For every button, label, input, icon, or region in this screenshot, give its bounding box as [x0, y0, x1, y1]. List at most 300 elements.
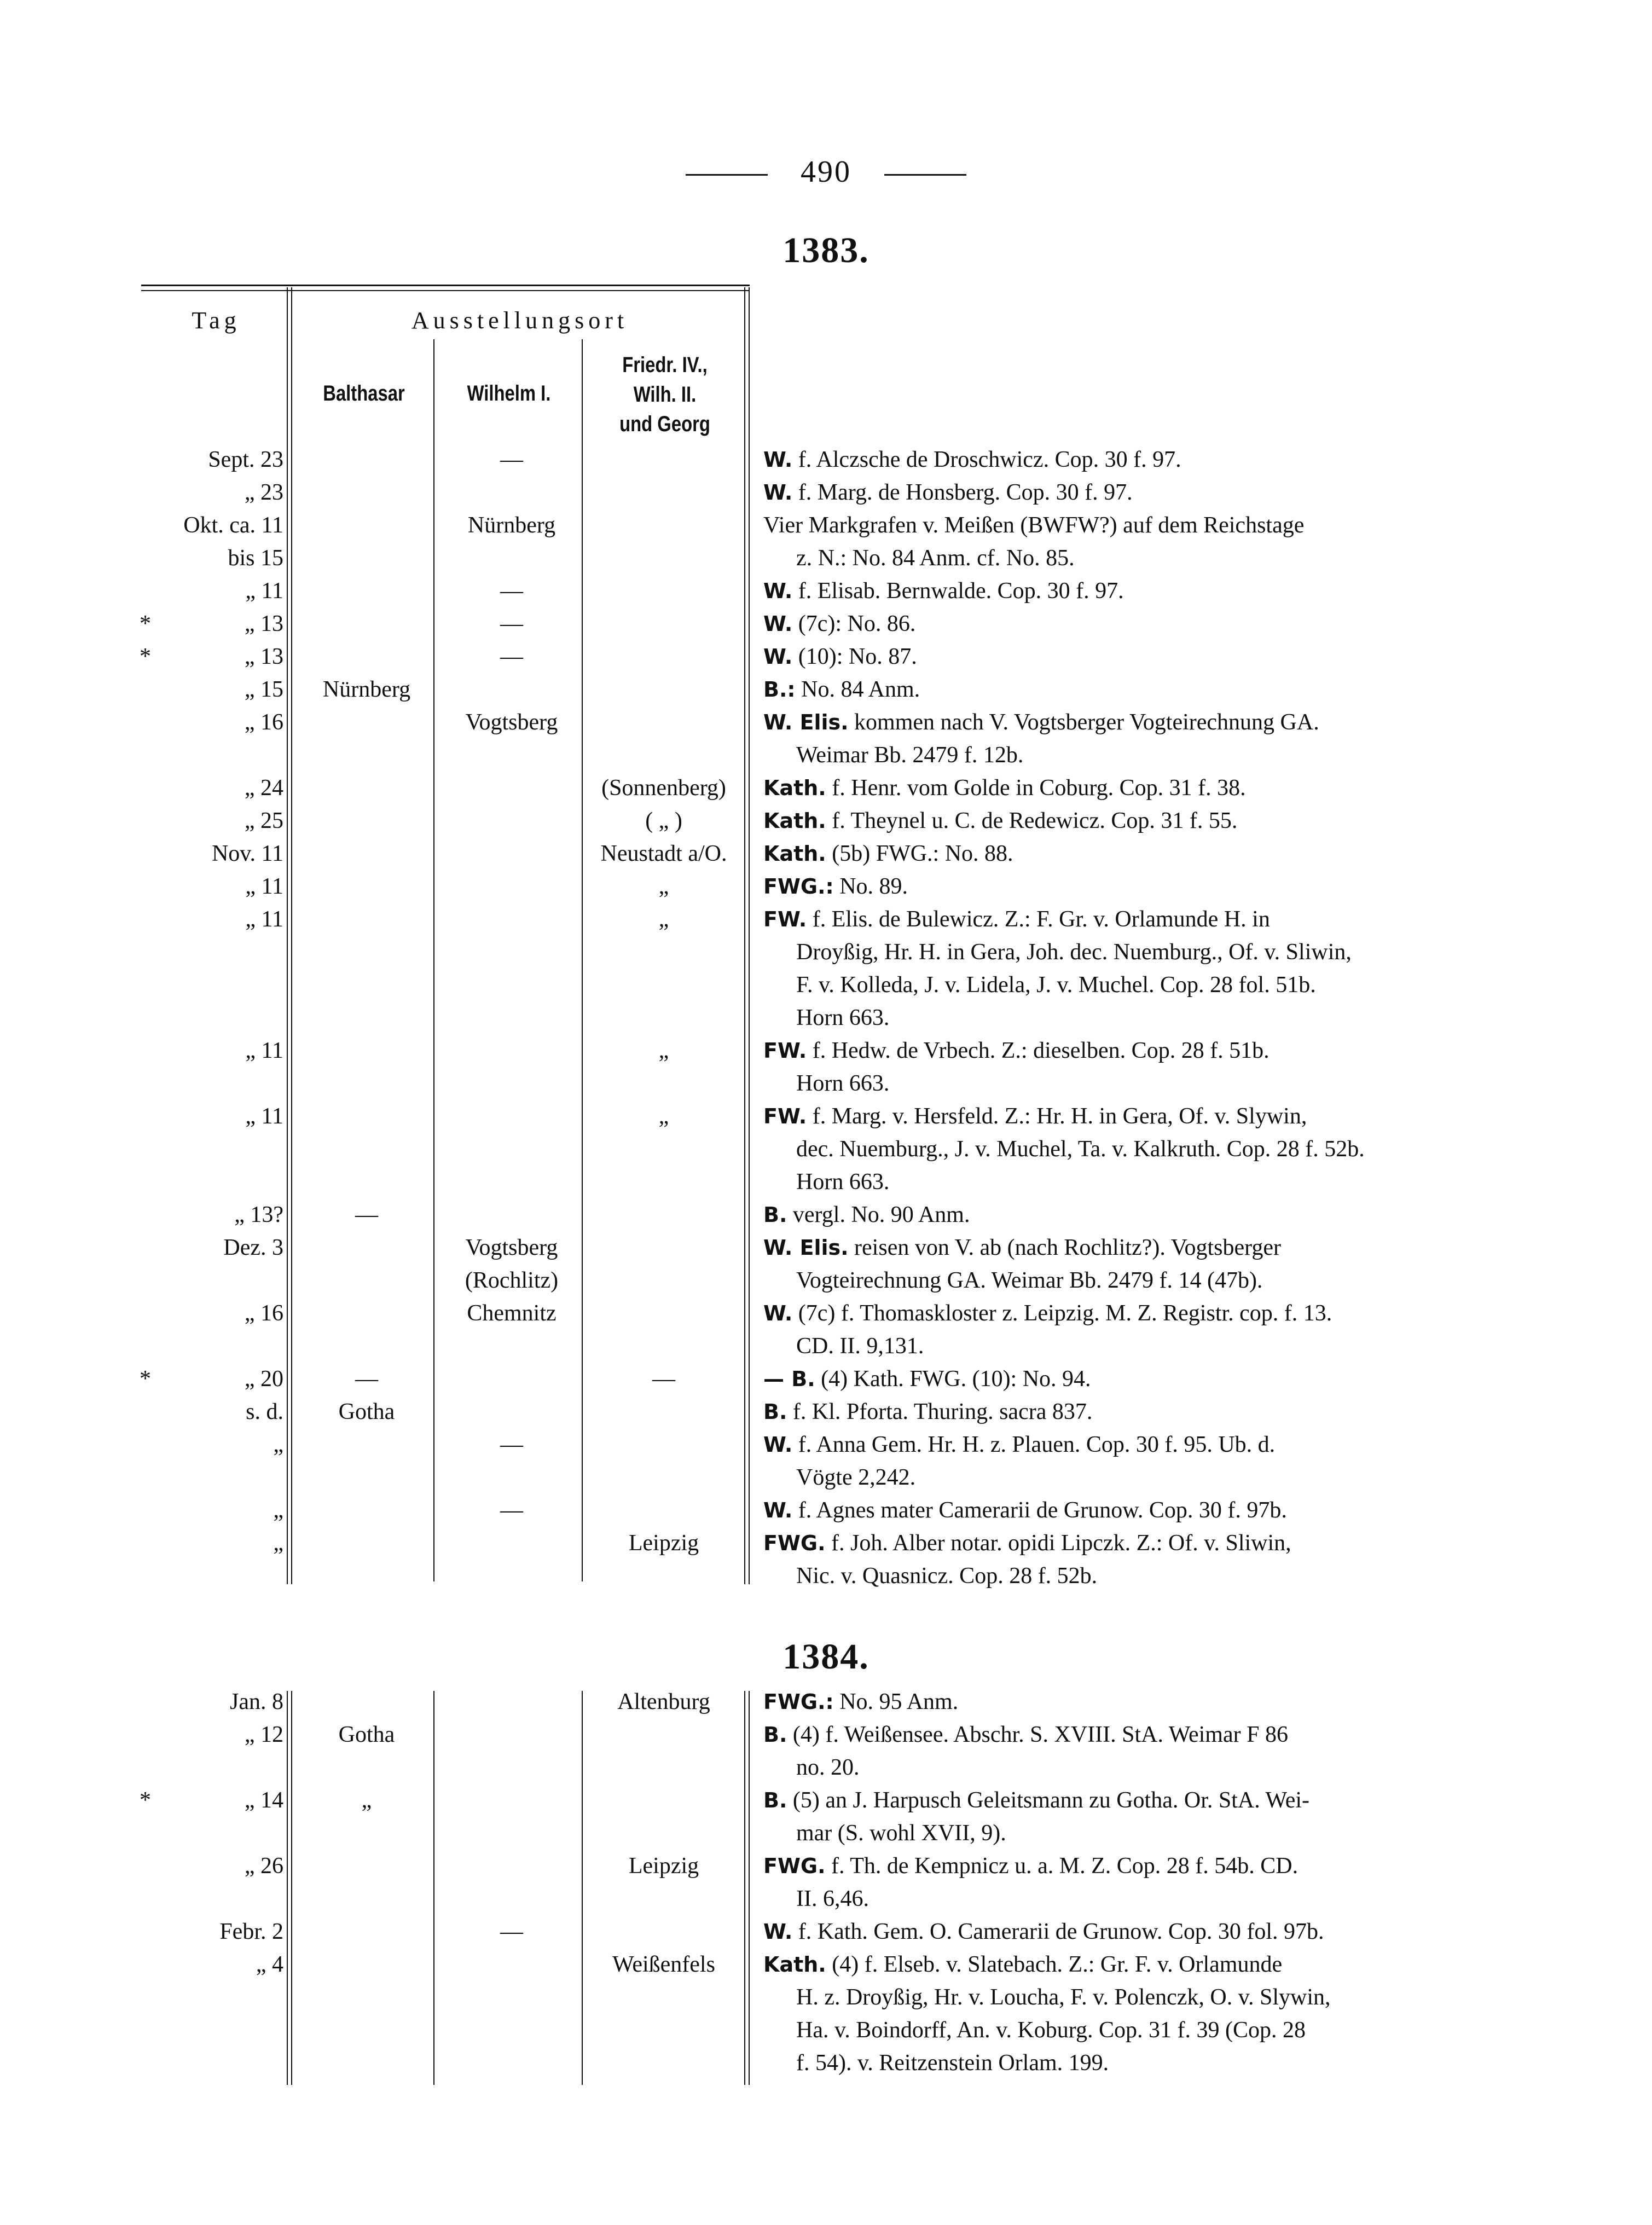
wilhelm-place	[438, 607, 586, 640]
note-text: f. Joh. Alber notar. opidi Lipczk. Z.: Of. v. Sliwin,	[831, 1531, 1291, 1556]
note-line	[763, 1461, 1436, 1494]
date-cell	[119, 1198, 283, 1231]
wilhelm-place	[438, 1494, 586, 1527]
date-cell	[119, 1034, 283, 1067]
table-row	[0, 1948, 1652, 2079]
date-cell	[119, 1100, 283, 1133]
friedrich-place: „	[658, 1104, 669, 1129]
wilhelm-place-line: Chemnitz	[467, 1301, 557, 1326]
date-line: „ 23	[244, 480, 283, 505]
note-line	[763, 1067, 1436, 1100]
note-line	[763, 1198, 1436, 1231]
note-text: (5b) FWG.: No. 88.	[832, 841, 1013, 866]
note-line	[763, 1001, 1436, 1034]
note-text: f. Th. de Kempnicz u. a. M. Z. Cop. 28 f. 54b. CD.	[831, 1853, 1299, 1879]
date-line: s. d.	[246, 1399, 283, 1424]
issuer-abbrev: W.	[763, 480, 793, 505]
date-cell	[119, 575, 283, 607]
issuer-abbrev: W. Elis.	[763, 1236, 849, 1260]
wilhelm-place	[438, 509, 586, 542]
date-cell	[119, 1527, 283, 1560]
date-line: „ 11	[245, 1038, 283, 1063]
note-text: Horn 663.	[796, 1005, 890, 1030]
friedrich-place: ( „ )	[645, 808, 682, 833]
issuer-abbrev: W.	[763, 1301, 793, 1325]
table-row	[0, 607, 1652, 640]
wilhelm-place-line: (Rochlitz)	[465, 1268, 559, 1293]
note-line	[763, 1685, 1436, 1718]
date-line: bis 15	[228, 546, 283, 571]
note-text: (7c) f. Thomaskloster z. Leipzig. M. Z. Registr. cop. f. 13.	[798, 1301, 1332, 1326]
date-cell	[119, 1363, 283, 1395]
note-line	[763, 443, 1436, 476]
issuer-abbrev: B.	[763, 1788, 787, 1812]
note-line	[763, 772, 1436, 804]
note-text: f. Hedw. de Vrbech. Z.: dieselben. Cop. 28 f. 51b.	[812, 1038, 1270, 1063]
note-line	[763, 1560, 1436, 1592]
note-cell	[763, 443, 1436, 476]
header-friedrich	[600, 350, 730, 439]
date-line: „ 25	[244, 808, 283, 833]
date-cell	[119, 1915, 283, 1948]
wilhelm-place-line: Vogtsberg	[465, 1235, 558, 1260]
note-cell	[763, 772, 1436, 804]
table-row	[0, 575, 1652, 607]
table-row	[0, 673, 1652, 706]
table-row	[0, 1428, 1652, 1494]
issuer-abbrev: W. Elis.	[763, 710, 849, 734]
note-cell	[763, 1231, 1436, 1297]
asterisk-marker: *	[140, 1366, 151, 1392]
friedrich-place: Neustadt a/O.	[600, 841, 727, 866]
issuer-abbrev: W.	[763, 1498, 793, 1522]
friedrich-place: (Sonnenberg)	[601, 775, 726, 801]
issuer-abbrev: W.	[763, 645, 793, 669]
date-line: „ 26	[244, 1853, 283, 1879]
note-line	[763, 1297, 1436, 1330]
date-cell	[119, 1428, 283, 1461]
note-line	[763, 2014, 1436, 2047]
table-row	[0, 1363, 1652, 1395]
table-rule-top-inner	[141, 290, 750, 291]
note-line	[763, 509, 1436, 542]
date-cell	[119, 772, 283, 804]
note-text: Droyßig, Hr. H. in Gera, Joh. dec. Nuemburg., Of. v. Sliwin,	[796, 940, 1352, 965]
note-text: f. Theynel u. C. de Redewicz. Cop. 31 f. 55.	[832, 808, 1238, 833]
date-line: „ 11	[245, 874, 283, 899]
note-text: f. Henr. vom Golde in Coburg. Cop. 31 f. 38.	[832, 775, 1246, 801]
date-cell	[119, 476, 283, 509]
balthasar-place: —	[355, 1202, 378, 1227]
note-text: (4) f. Weißensee. Abschr. S. XVIII. StA. Weimar F 86	[792, 1722, 1288, 1747]
date-line: „ 16	[244, 1301, 283, 1326]
note-cell	[763, 476, 1436, 509]
note-line	[763, 1494, 1436, 1527]
wilhelm-place-line: —	[500, 578, 523, 604]
date-line: „ 13?	[234, 1202, 283, 1227]
note-line	[763, 1100, 1436, 1133]
note-text: f. Marg. v. Hersfeld. Z.: Hr. H. in Gera, Of. v. Slywin,	[812, 1104, 1307, 1129]
issuer-abbrev: Kath.	[763, 809, 826, 833]
wilhelm-place	[438, 1915, 586, 1948]
date-line: „ 13	[244, 644, 283, 669]
note-line	[763, 575, 1436, 607]
wilhelm-place-line: —	[500, 611, 523, 636]
issuer-abbrev: W.	[763, 1433, 793, 1457]
note-line	[763, 1166, 1436, 1198]
date-cell	[119, 1718, 283, 1751]
date-cell	[119, 1850, 283, 1882]
note-line	[763, 1363, 1436, 1395]
note-text: f. Marg. de Honsberg. Cop. 30 f. 97.	[798, 480, 1133, 505]
date-line: Jan. 8	[230, 1689, 283, 1714]
note-cell	[763, 1395, 1436, 1428]
issuer-abbrev: W.	[763, 579, 793, 603]
issuer-abbrev: FWG.:	[763, 874, 834, 899]
friedrich-place: Leipzig	[628, 1853, 699, 1879]
note-line	[763, 739, 1436, 772]
friedrich-place: „	[658, 1038, 669, 1063]
date-line: Dez. 3	[223, 1235, 283, 1260]
wilhelm-place	[438, 640, 586, 673]
date-cell	[119, 509, 283, 575]
note-text: (4) f. Elseb. v. Slatebach. Z.: Gr. F. v. Orlamunde	[832, 1952, 1283, 1977]
note-line	[763, 640, 1436, 673]
dash-right	[884, 174, 966, 176]
note-text: kommen nach V. Vogtsberger Vogteirechnung GA.	[854, 710, 1319, 735]
note-text: f. Kl. Pforta. Thuring. sacra 837.	[792, 1399, 1093, 1424]
note-line	[763, 1231, 1436, 1264]
table-row	[0, 1494, 1652, 1527]
table-row	[0, 1784, 1652, 1850]
note-cell	[763, 1198, 1436, 1231]
note-line	[763, 1751, 1436, 1784]
note-text: (10): No. 87.	[798, 644, 917, 669]
table-row	[0, 870, 1652, 903]
wilhelm-place	[438, 1428, 586, 1461]
date-cell	[119, 870, 283, 903]
note-line	[763, 1395, 1436, 1428]
table-row	[0, 1915, 1652, 1948]
note-text: Ha. v. Boindorff, An. v. Koburg. Cop. 31 f. 39 (Cop. 28	[796, 2018, 1306, 2043]
note-text: dec. Nuemburg., J. v. Muchel, Ta. v. Kalkruth. Cop. 28 f. 52b.	[796, 1137, 1365, 1162]
header-friedrich-line1: Friedr. IV.,	[622, 353, 708, 377]
table-row	[0, 1100, 1652, 1198]
note-line	[763, 969, 1436, 1001]
date-cell	[119, 1395, 283, 1428]
issuer-abbrev: FWG.	[763, 1854, 826, 1878]
date-line: Nov. 11	[211, 841, 283, 866]
header-friedrich-line2: Wilh. II.	[633, 383, 697, 407]
issuer-abbrev: W.	[763, 612, 793, 636]
date-cell	[119, 1231, 283, 1264]
date-cell	[119, 1297, 283, 1330]
issuer-abbrev: B.:	[763, 677, 796, 702]
date-cell	[119, 673, 283, 706]
note-text: Weimar Bb. 2479 f. 12b.	[796, 743, 1024, 768]
wilhelm-place	[438, 706, 586, 739]
note-text: H. z. Droyßig, Hr. v. Loucha, F. v. Polenczk, O. v. Slywin,	[796, 1985, 1331, 2010]
date-line: „ 24	[244, 775, 283, 801]
note-line	[763, 1948, 1436, 1981]
note-text: (7c): No. 86.	[798, 611, 916, 636]
note-line	[763, 1133, 1436, 1166]
table-row	[0, 1297, 1652, 1363]
balthasar-place: Nürnberg	[322, 677, 411, 702]
table-row	[0, 1395, 1652, 1428]
note-cell	[763, 1718, 1436, 1784]
balthasar-place: —	[355, 1366, 378, 1392]
table-row	[0, 509, 1652, 575]
date-cell	[119, 706, 283, 739]
year-heading-1383: 1383.	[782, 230, 870, 270]
note-text: Horn 663.	[796, 1169, 890, 1195]
note-text: f. Agnes mater Camerarii de Grunow. Cop. 30 f. 97b.	[798, 1498, 1287, 1523]
friedrich-place: Leipzig	[628, 1531, 699, 1556]
issuer-abbrev: FW.	[763, 907, 807, 931]
wilhelm-place-line: —	[500, 1432, 523, 1457]
note-line	[763, 936, 1436, 969]
note-cell	[763, 1428, 1436, 1494]
table-row	[0, 443, 1652, 476]
page-number	[0, 154, 1652, 189]
table-row	[0, 903, 1652, 1034]
note-text: f. Kath. Gem. O. Camerarii de Grunow. Cop. 30 fol. 97b.	[798, 1919, 1324, 1944]
note-line	[763, 1527, 1436, 1560]
date-line: „	[273, 1531, 283, 1556]
date-cell	[119, 1948, 283, 1981]
table-row	[0, 1718, 1652, 1784]
note-text: Vögte 2,242.	[796, 1465, 916, 1490]
note-text: f. Elisab. Bernwalde. Cop. 30 f. 97.	[798, 578, 1124, 604]
note-text: mar (S. wohl XVII, 9).	[796, 1821, 1006, 1846]
wilhelm-place	[438, 443, 586, 476]
table-row	[0, 476, 1652, 509]
date-line: Okt. ca. 11	[183, 513, 283, 538]
date-cell	[119, 640, 283, 673]
year-heading-1384: 1384.	[782, 1637, 870, 1677]
note-text: (4) Kath. FWG. (10): No. 94.	[821, 1366, 1091, 1392]
table-row	[0, 1527, 1652, 1592]
date-cell	[119, 1685, 283, 1718]
issuer-abbrev: — B.	[763, 1367, 815, 1391]
wilhelm-place	[438, 575, 586, 607]
date-line: „ 14	[244, 1788, 283, 1813]
wilhelm-place	[438, 1297, 586, 1330]
table-row	[0, 772, 1652, 804]
note-cell	[763, 509, 1436, 575]
asterisk-marker: *	[140, 611, 151, 636]
note-cell	[763, 1850, 1436, 1915]
note-line	[763, 1264, 1436, 1297]
date-cell	[119, 837, 283, 870]
note-cell	[763, 1100, 1436, 1198]
issuer-abbrev: FWG.:	[763, 1690, 834, 1714]
note-line	[763, 903, 1436, 936]
note-cell	[763, 903, 1436, 1034]
date-line: „ 4	[256, 1952, 283, 1977]
wilhelm-place-line: —	[500, 447, 523, 472]
note-text: f. Alczsche de Droschwicz. Cop. 30 f. 97.	[798, 447, 1181, 472]
note-text: f. 54). v. Reitzenstein Orlam. 199.	[796, 2050, 1109, 2076]
date-line: Febr. 2	[219, 1919, 283, 1944]
note-cell	[763, 640, 1436, 673]
issuer-abbrev: Kath.	[763, 776, 826, 800]
note-text: (5) an J. Harpusch Geleitsmann zu Gotha. Or. StA. Wei-	[792, 1788, 1310, 1813]
issuer-abbrev: W.	[763, 1920, 793, 1944]
note-line	[763, 870, 1436, 903]
note-text: No. 84 Anm.	[801, 677, 920, 702]
wilhelm-place-line: —	[500, 1498, 523, 1523]
date-line: „ 13	[244, 611, 283, 636]
date-line: „ 11	[245, 578, 283, 604]
note-cell	[763, 1034, 1436, 1100]
note-cell	[763, 1784, 1436, 1850]
issuer-abbrev: B.	[763, 1203, 787, 1227]
note-text: Vogteirechnung GA. Weimar Bb. 2479 f. 14 (47b).	[796, 1268, 1263, 1293]
note-cell	[763, 1527, 1436, 1592]
note-cell	[763, 870, 1436, 903]
issuer-abbrev: B.	[763, 1400, 787, 1424]
note-cell	[763, 1948, 1436, 2079]
balthasar-place: „	[361, 1788, 372, 1813]
table-row	[0, 640, 1652, 673]
note-line	[763, 673, 1436, 706]
date-cell	[119, 903, 283, 936]
table-row	[0, 1198, 1652, 1231]
header-ausstellungsort: Ausstellungsort	[411, 307, 629, 334]
table-row	[0, 837, 1652, 870]
note-text: z. N.: No. 84 Anm. cf. No. 85.	[796, 546, 1075, 571]
date-cell	[119, 607, 283, 640]
note-cell	[763, 1685, 1436, 1718]
note-cell	[763, 575, 1436, 607]
note-cell	[763, 1363, 1436, 1395]
header-wilhelm: Wilhelm I.	[467, 381, 551, 405]
note-text: vergl. No. 90 Anm.	[792, 1202, 970, 1227]
table-row	[0, 804, 1652, 837]
note-line	[763, 1981, 1436, 2014]
note-cell	[763, 673, 1436, 706]
date-cell	[119, 1494, 283, 1527]
date-cell	[119, 1784, 283, 1817]
note-line	[763, 1915, 1436, 1948]
issuer-abbrev: Kath.	[763, 842, 826, 866]
note-text: No. 89.	[839, 874, 908, 899]
balthasar-place: Gotha	[338, 1722, 395, 1747]
note-cell	[763, 706, 1436, 772]
wilhelm-place-line: —	[500, 644, 523, 669]
note-text: no. 20.	[796, 1755, 860, 1780]
note-cell	[763, 804, 1436, 837]
table-rule-top	[141, 285, 750, 286]
note-line	[763, 1034, 1436, 1067]
note-line	[763, 1784, 1436, 1817]
note-line	[763, 1428, 1436, 1461]
note-line	[763, 542, 1436, 575]
note-line	[763, 1718, 1436, 1751]
note-line	[763, 1817, 1436, 1850]
issuer-abbrev: FWG.	[763, 1531, 826, 1555]
asterisk-marker: *	[140, 1788, 151, 1813]
wilhelm-place-line: Nürnberg	[467, 513, 556, 538]
balthasar-place: Gotha	[338, 1399, 395, 1424]
table-row	[0, 1034, 1652, 1100]
note-text: Horn 663.	[796, 1071, 890, 1096]
note-text: CD. II. 9,131.	[796, 1334, 924, 1359]
note-line	[763, 706, 1436, 739]
issuer-abbrev: FW.	[763, 1039, 807, 1063]
note-line	[763, 2047, 1436, 2079]
note-text: f. Elis. de Bulewicz. Z.: F. Gr. v. Orlamunde H. in	[812, 907, 1270, 932]
asterisk-marker: *	[140, 644, 151, 669]
date-line: „ 20	[244, 1366, 283, 1392]
wilhelm-place-line: Vogtsberg	[465, 710, 558, 735]
issuer-abbrev: Kath.	[763, 1952, 826, 1977]
note-text: No. 95 Anm.	[839, 1689, 959, 1714]
note-text: f. Anna Gem. Hr. H. z. Plauen. Cop. 30 f. 95. Ub. d.	[798, 1432, 1276, 1457]
wilhelm-place-line: —	[500, 1919, 523, 1944]
note-text: Vier Markgrafen v. Meißen (BWFW?) auf dem Reichstage	[763, 513, 1305, 538]
date-line: „ 15	[244, 677, 283, 702]
issuer-abbrev: FW.	[763, 1104, 807, 1128]
friedrich-place: „	[658, 907, 669, 932]
header-tag: Tag	[192, 307, 241, 334]
note-text: II. 6,46.	[796, 1886, 869, 1911]
friedrich-place: Altenburg	[617, 1689, 710, 1714]
note-text: F. v. Kolleda, J. v. Lidela, J. v. Muchel. Cop. 28 fol. 51b.	[796, 972, 1316, 998]
date-line: „ 11	[245, 1104, 283, 1129]
table-row	[0, 1850, 1652, 1915]
table-row	[0, 706, 1652, 772]
header-balthasar: Balthasar	[323, 381, 405, 405]
issuer-abbrev: W.	[763, 448, 793, 472]
note-line	[763, 1882, 1436, 1915]
note-line	[763, 607, 1436, 640]
date-line: „ 11	[245, 907, 283, 932]
friedrich-place: —	[652, 1366, 675, 1392]
note-line	[763, 1850, 1436, 1882]
page-number-text: 490	[801, 155, 851, 189]
date-cell	[119, 804, 283, 837]
issuer-abbrev: B.	[763, 1723, 787, 1747]
note-line	[763, 476, 1436, 509]
header-friedrich-line3: und Georg	[619, 412, 710, 436]
note-cell	[763, 607, 1436, 640]
note-text: reisen von V. ab (nach Rochlitz?). Vogtsberger	[854, 1235, 1281, 1260]
note-cell	[763, 1915, 1436, 1948]
note-text: Nic. v. Quasnicz. Cop. 28 f. 52b.	[796, 1563, 1098, 1589]
friedrich-place: „	[658, 874, 669, 899]
friedrich-place: Weißenfels	[612, 1952, 715, 1977]
date-line: „	[273, 1498, 283, 1523]
note-line	[763, 1330, 1436, 1363]
note-cell	[763, 1297, 1436, 1363]
note-line	[763, 804, 1436, 837]
note-cell	[763, 1494, 1436, 1527]
dash-left	[686, 174, 768, 176]
date-line: Sept. 23	[208, 447, 283, 472]
date-line: „ 12	[244, 1722, 283, 1747]
wilhelm-place	[438, 1231, 586, 1297]
note-line	[763, 837, 1436, 870]
date-cell	[119, 443, 283, 476]
table-row	[0, 1231, 1652, 1297]
table-row	[0, 1685, 1652, 1718]
note-cell	[763, 837, 1436, 870]
date-line: „	[273, 1432, 283, 1457]
date-line: „ 16	[244, 710, 283, 735]
